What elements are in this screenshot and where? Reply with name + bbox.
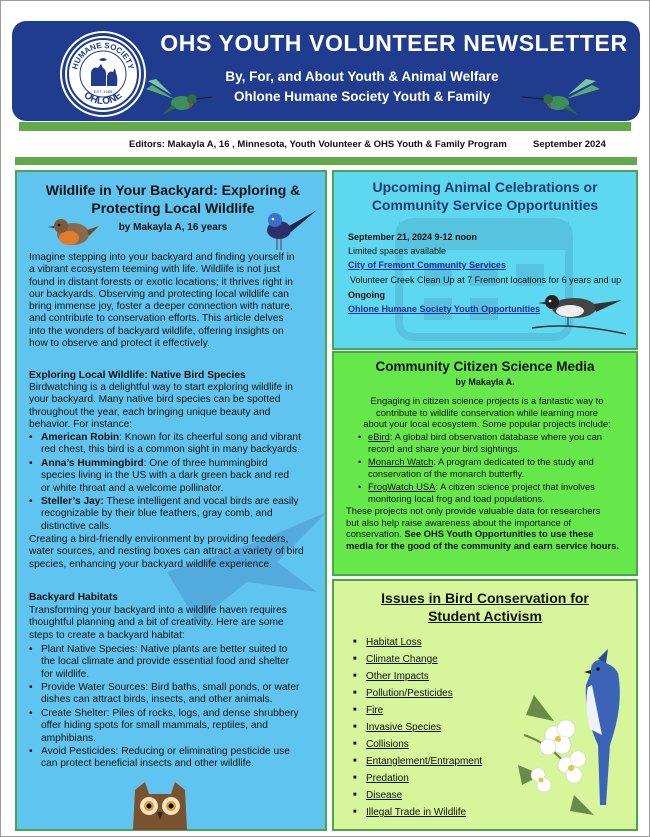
intro-line: into the wonders of backyard wildlife, offering insights on xyxy=(29,325,284,337)
bird-description: recognizable by their blue feathers, gray comb, and xyxy=(41,508,273,520)
city-of-fremont-link[interactable]: City of Fremont Community Services xyxy=(348,260,507,270)
newsletter-organization: Ohlone Humane Society Youth & Family xyxy=(233,89,491,104)
habitat-line: amphibians. xyxy=(41,732,96,744)
article-title-line2: Protecting Local Wildlife xyxy=(91,200,255,216)
newsletter-header xyxy=(12,21,640,121)
issue-item: ■ Pollution/Pesticides xyxy=(366,688,453,699)
habitat-line: the local climate and provide essential food and shelter xyxy=(41,656,290,668)
celebrations-title-line1: Upcoming Animal Celebrations or xyxy=(372,179,598,195)
bird-description: distinctive calls. xyxy=(41,520,112,532)
editors-line: Editors: Makayla A, 16 , Minnesota, Youth Volunteer & OHS Youth & Family Program xyxy=(129,139,507,150)
bird-description: : One of three hummingbird xyxy=(143,458,268,469)
creek-cleanup-text: Volunteer Creek Clean Up at 7 Fremont locations for 6 years and up xyxy=(350,275,622,285)
habitat-line: for wildlife. xyxy=(41,668,90,680)
monarch-watch-link[interactable]: Monarch Watch xyxy=(368,456,434,467)
limited-spaces-note: Limited spaces available xyxy=(348,246,447,256)
issue-item: ■ Illegal Trade in Wildlife xyxy=(366,807,466,818)
birds-outro-line: Creating a bird-friendly environment by providing feeders, xyxy=(29,534,289,545)
citizen-science-author: by Makayla A. xyxy=(455,377,515,387)
project-description: conservation of the monarch butterfly. xyxy=(368,467,525,479)
bird-description: or white throat and a welcome pollinator. xyxy=(41,482,224,494)
ebird-link[interactable]: eBird xyxy=(368,431,390,442)
citizen-science-title: Community Citizen Science Media xyxy=(375,359,595,374)
warbler-illustration xyxy=(530,282,630,338)
birds-outro-paragraph xyxy=(29,534,323,571)
bird-name: American Robin xyxy=(41,432,120,443)
habitat-line: can protect beneficial insects and other wildlife. xyxy=(41,758,254,770)
bird-item-robin xyxy=(41,432,323,457)
bird-item-stellers-jay xyxy=(41,496,323,533)
citizen-science-intro xyxy=(346,395,628,430)
event-date: September 21, 2024 9-12 noon xyxy=(348,232,478,242)
ongoing-label: Ongoing xyxy=(348,290,385,300)
issue-item: ■ Fire xyxy=(366,705,383,716)
bird-name: Anna’s Hummingbird xyxy=(41,458,144,469)
birds-intro-line: your backyard. Many native bird species can be spotted xyxy=(29,394,281,406)
intro-line: our backyards. Observing and protecting local wildlife can xyxy=(29,288,289,300)
hummingbird-left-illustration xyxy=(142,77,214,121)
habitat-line: dishes can attract birds, insects, and other animals. xyxy=(41,694,273,706)
birds-section-heading: Exploring Local Wildlife: Native Bird Species xyxy=(29,370,246,381)
bird-conservation-issues-box xyxy=(332,579,638,831)
project-item-monarch-watch xyxy=(368,456,630,479)
bird-description: These intelligent and vocal birds are easily xyxy=(103,496,299,507)
citizen-science-outro xyxy=(346,505,628,551)
celebrations-box xyxy=(332,170,638,350)
habitat-line: • Create Shelter: Piles of rocks, logs, and dense shrubbery xyxy=(41,708,299,719)
bird-description: species living in the US with a dark green back and red xyxy=(41,470,290,482)
habitat-line: • Provide Water Sources: Bird baths, small ponds, or water xyxy=(41,682,300,693)
habitats-intro-paragraph xyxy=(29,605,323,642)
birds-intro-line: throughout the year, each bringing unique beauty and xyxy=(29,406,271,418)
citizen-intro-line: Engaging in citizen science projects is a fantastic way to xyxy=(370,395,604,406)
bird-description: : Known for its cheerful song and vibrant xyxy=(119,432,301,443)
right-column xyxy=(332,170,638,831)
celebrations-title-line2: Community Service Opportunities xyxy=(371,197,599,213)
birds-intro-paragraph xyxy=(29,382,323,431)
issue-item: ■ Entanglement/Entrapment xyxy=(366,756,482,767)
habitats-intro-line: thoughtful planning and a bit of creativity. Here are some xyxy=(29,617,284,629)
seal-text-bottom: OHLONE xyxy=(81,89,125,108)
birds-intro-line: behavior. For instance: xyxy=(29,418,133,430)
intro-paragraph xyxy=(29,252,323,350)
project-item-ebird xyxy=(368,431,630,454)
blue-jay-flowers-illustration xyxy=(514,625,634,825)
owl-illustration xyxy=(127,780,193,830)
frogwatch-link[interactable]: FrogWatch USA xyxy=(368,481,436,492)
citizen-outro-line: but also help raise awareness about the importance of xyxy=(346,516,572,528)
project-description: : A global bird observation database where you can xyxy=(389,431,603,442)
habitat-line: • Plant Native Species: Native plants are better suited to xyxy=(41,644,288,655)
habitat-item-water xyxy=(41,682,323,707)
editors-divider-bar xyxy=(15,157,637,165)
intro-line: and contribute to conservation efforts. This article delves xyxy=(29,313,284,325)
birds-intro-line: Birdwatching is a delightful way to start exploring wildlife in xyxy=(29,382,293,393)
habitat-item-shelter xyxy=(41,708,323,745)
project-item-frogwatch xyxy=(368,481,630,504)
ohs-youth-opportunities-link[interactable]: Ohlone Humane Society Youth Opportunities xyxy=(348,304,541,314)
issue-date: September 2024 xyxy=(533,139,606,150)
intro-line: found in distant forests or exotic locations; it thrives right in xyxy=(29,276,293,288)
citizen-intro-line: about your local ecosystem. Some popular projects include: xyxy=(363,418,611,430)
article-title-line1: Wildlife in Your Backyard: Exploring & xyxy=(45,182,301,198)
issue-item: ■ Climate Change xyxy=(366,654,438,665)
issue-item: ■ Disease xyxy=(366,790,402,801)
newsletter-title: OHS YOUTH VOLUNTEER NEWSLETTER xyxy=(160,30,628,56)
citizen-intro-line: contribute to wildlife conservation while learning more xyxy=(376,406,598,418)
issues-title-line2: Student Activism xyxy=(428,608,542,624)
article-author: by Makayla A, 16 years xyxy=(118,222,228,233)
habitat-item-pesticides xyxy=(41,746,323,771)
seal-text-top: HUMANE SOCIETY xyxy=(70,40,136,71)
citizen-outro-line: conservation. xyxy=(346,528,402,540)
issue-item: ■ Invasive Species xyxy=(366,722,441,733)
intro-line: how to observe and protect it effectively. xyxy=(29,338,210,350)
project-description: record and share your bird sightings. xyxy=(368,442,521,454)
hummingbird-right-illustration xyxy=(516,77,602,121)
issue-item: ■ Other Impacts xyxy=(366,671,429,682)
bird-description: red chest, this bird is a common sight in many backyards. xyxy=(41,444,300,456)
issue-item: ■ Predation xyxy=(366,773,409,784)
citizen-science-box xyxy=(332,351,638,576)
project-description: monitoring local frog and toad populations. xyxy=(368,492,545,504)
seal-est-text: EST. 1985 xyxy=(93,89,113,94)
issue-item: ■ Habitat Loss xyxy=(366,637,422,648)
issues-title-line1: Issues in Bird Conservation for xyxy=(381,590,589,606)
citizen-outro-callout: media for the good of the community and earn service hours. xyxy=(346,539,619,551)
newsletter-subtitle: By, For, and About Youth & Animal Welfare xyxy=(225,69,499,84)
bird-item-hummingbird xyxy=(41,458,323,495)
habitat-item-native-species xyxy=(41,644,323,681)
backyard-wildlife-article xyxy=(15,170,327,831)
project-description: : A citizen science project that involves xyxy=(435,481,595,492)
intro-line: a vibrant ecosystem teeming with life. Wildlife is not just xyxy=(29,264,280,276)
humane-society-seal-logo xyxy=(62,33,144,115)
fairy-wren-illustration xyxy=(257,206,319,254)
header-divider-bar xyxy=(19,122,631,131)
issue-item: ■ Collisions xyxy=(366,739,409,750)
birds-outro-line: species, enhancing your backyard wildlife experience. xyxy=(29,558,272,570)
birds-outro-line: water sources, and nesting boxes can attract a variety of bird xyxy=(29,546,304,558)
habitats-intro-line: steps to create a backyard habitat: xyxy=(29,629,185,641)
habitats-section-heading: Backyard Habitats xyxy=(29,592,118,603)
citizen-outro-line: These projects not only provide valuable data for researchers xyxy=(346,505,601,516)
habitat-line: offer hiding spots for small mammals, reptiles, and xyxy=(41,720,268,732)
robin-illustration xyxy=(45,212,101,252)
intro-line: bring immense joy, foster a deeper connection with nature, xyxy=(29,301,293,313)
project-description: : A program dedicated to the study and xyxy=(433,456,594,467)
habitat-line: • Avoid Pesticides: Reducing or eliminating pesticide use xyxy=(41,746,290,757)
intro-line: Imagine stepping into your backyard and finding yourself in xyxy=(29,252,295,263)
bird-name: Steller’s Jay: xyxy=(41,496,104,507)
citizen-outro-callout: See OHS Youth Opportunities to use these xyxy=(401,528,594,540)
habitats-intro-line: Transforming your backyard into a wildlife haven requires xyxy=(29,605,287,616)
